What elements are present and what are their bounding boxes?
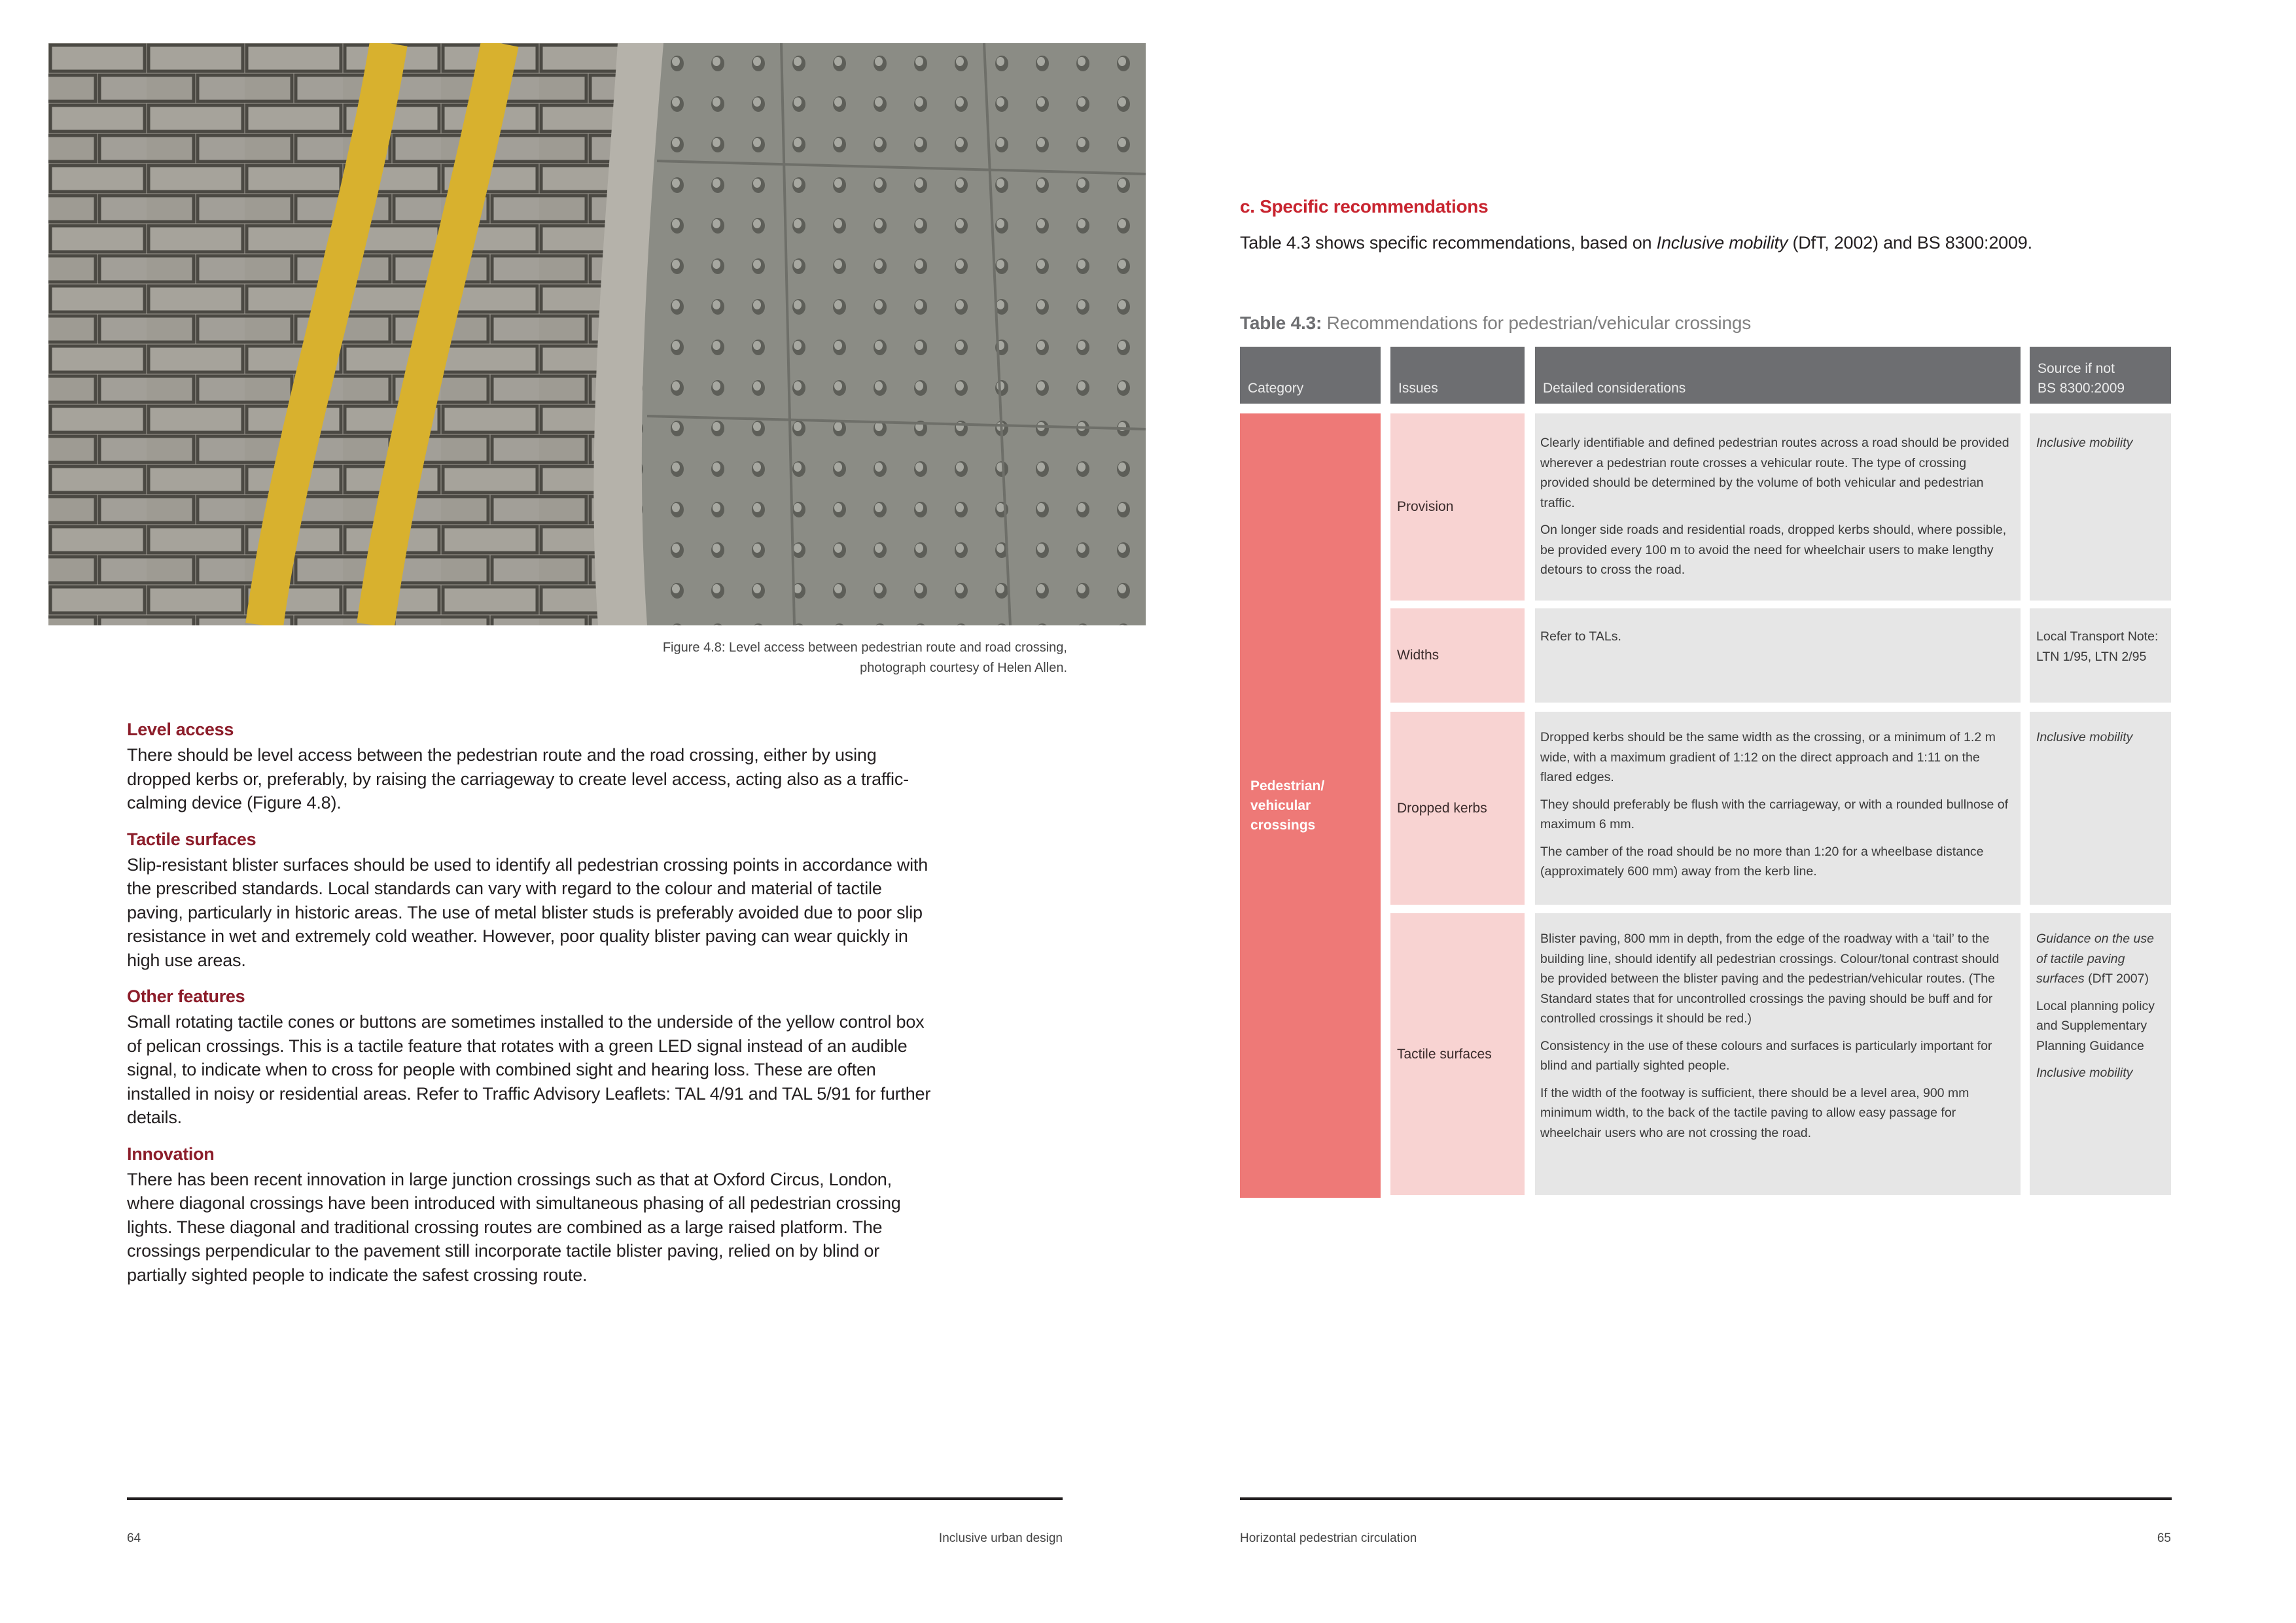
section-tactile-surfaces: [127, 828, 932, 973]
detail-paragraph: If the width of the footway is sufficient, there should be a level area, 900 mm minimum width, to the back of the tactile paving to allow easy passage for wheelchair users who are not crossing the road.: [1540, 1085, 1969, 1140]
detail-paragraph: Refer to TALs.: [1540, 629, 1621, 644]
figure-caption: [478, 638, 1067, 678]
source-after-italic: (DfT 2007): [2084, 971, 2149, 986]
table-header-issues: [1390, 347, 1525, 404]
header-label: Issues: [1398, 381, 1438, 396]
details-cell-provision: [1535, 413, 2021, 601]
section-body: There should be level access between the pedestrian route and the road crossing, either by using dropped kerbs or, preferably, by raising the carriageway to create level access, acting also as a traffic-calming device (Figure 4.8).: [127, 745, 909, 812]
section-heading: Other features: [127, 986, 245, 1006]
caption-line-1: Figure 4.8: Level access between pedestrian route and road crossing,: [662, 640, 1067, 655]
page-number-right: 65: [2157, 1531, 2171, 1545]
category-label: Pedestrian/ vehicular crossings: [1250, 778, 1325, 833]
detail-paragraph: They should preferably be flush with the carriageway, or with a rounded bullnose of maximum 6 mm.: [1540, 797, 2009, 831]
running-title-right: Horizontal pedestrian circulation: [1240, 1531, 1417, 1545]
intro-paragraph: [1240, 230, 2091, 255]
issue-label: Widths: [1397, 648, 1439, 663]
caption-line-2: photograph courtesy of Helen Allen.: [860, 661, 1067, 675]
source-cell-provision: [2030, 413, 2171, 601]
section-body: Small rotating tactile cones or buttons are sometimes installed to the underside of the yellow control box of pelican crossings. This is a tactile feature that rotates with a green LED signal instead of an audible signal, to indicate when to cross for people with combined sight and hearing loss. These are often installed in noisy or residential areas. Refer to Traffic Advisory Leaflets: TAL 4/91 and TAL 5/91 for further details.: [127, 1012, 931, 1127]
source-cell-tactile-surfaces: [2030, 913, 2171, 1195]
source-text: Inclusive mobility: [2036, 1066, 2133, 1080]
source-text: [2036, 929, 2164, 989]
issue-label: Provision: [1397, 499, 1454, 514]
section-innovation: [127, 1143, 932, 1287]
issue-label: Tactile surfaces: [1397, 1046, 1492, 1062]
details-cell-tactile-surfaces: [1535, 913, 2021, 1195]
table-caption: [1240, 313, 1751, 334]
section-heading-specific-recommendations: c. Specific recommendations: [1240, 196, 1489, 217]
source-text: Local planning policy and Supplementary Planning Guidance: [2036, 998, 2155, 1053]
detail-paragraph: Consistency in the use of these colours and surfaces is particularly important for blind and partially sighted people.: [1540, 1038, 1992, 1073]
source-cell-dropped-kerbs: [2030, 712, 2171, 905]
intro-before: Table 4.3 shows specific recommendations, based on: [1240, 233, 1657, 253]
detail-paragraph: The camber of the road should be no more than 1:20 for a wheelbase distance (approximately 600 mm) away from the kerb line.: [1540, 844, 1984, 879]
page-number-left: 64: [127, 1531, 141, 1545]
table-title: Recommendations for pedestrian/vehicular crossings: [1322, 313, 1751, 333]
issue-cell-widths: [1390, 608, 1525, 703]
section-body: There has been recent innovation in large junction crossings such as that at Oxford Circus, London, where diagonal crossings have been introduced with simultaneous phasing of all pedestrian crossing lights. These diagonal and traditional crossing routes are combined as a large raised platform. The crossings perpendicular to the pavement still incorporate tactile blister paving, relied on by blind or partially sighted people to indicate the safest crossing route.: [127, 1169, 901, 1285]
section-body: Slip-resistant blister surfaces should be used to identify all pedestrian crossing points in accordance with the prescribed standards. Local standards can vary with regard to the colour and material of tactile paving, particularly in historic areas. The use of metal blister studs is preferably avoided due to poor slip resistance in wet and extremely cold weather. However, poor quality blister paving can wear quickly in high use areas.: [127, 854, 928, 970]
issue-label: Dropped kerbs: [1397, 800, 1487, 816]
section-heading: Innovation: [127, 1143, 215, 1164]
header-label: Source if not: [2038, 361, 2115, 376]
section-heading: Level access: [127, 720, 234, 739]
footer-rule-left: [127, 1497, 1063, 1500]
source-cell-widths: [2030, 608, 2171, 703]
issue-cell-tactile-surfaces: [1390, 913, 1525, 1195]
section-other-features: [127, 985, 932, 1130]
source-text: Inclusive mobility: [2036, 436, 2133, 450]
table-header-source: [2030, 347, 2171, 404]
source-text: Local Transport Note: LTN 1/95, LTN 2/95: [2036, 629, 2159, 664]
category-cell: [1240, 413, 1381, 1198]
running-title-left: Inclusive urban design: [938, 1531, 1063, 1545]
detail-paragraph: On longer side roads and residential roads, dropped kerbs should, where possible, be provided every 100 m to avoid the need for wheelchair users to make lengthy detours to cross the road.: [1540, 523, 2007, 577]
detail-paragraph: Dropped kerbs should be the same width as the crossing, or a minimum of 1.2 m wide, with a maximum gradient of 1:12 on the direct approach and 1:11 on the flared edges.: [1540, 730, 1996, 784]
source-italic: Guidance on the use of tactile paving surfaces: [2036, 932, 2154, 986]
table-label: Table 4.3:: [1240, 313, 1322, 333]
left-body-text: [127, 718, 932, 1300]
intro-italic: Inclusive mobility: [1656, 233, 1788, 253]
issue-cell-provision: [1390, 413, 1525, 601]
header-label: Category: [1248, 381, 1304, 396]
figure-4-8-photo: [48, 43, 1146, 625]
header-label: Detailed considerations: [1543, 381, 1686, 396]
footer-rule-right: [1240, 1497, 2172, 1500]
issue-cell-dropped-kerbs: [1390, 712, 1525, 905]
table-header-category: [1240, 347, 1381, 404]
details-cell-dropped-kerbs: [1535, 712, 2021, 905]
section-heading: Tactile surfaces: [127, 829, 256, 849]
table-header-details: [1535, 347, 2021, 404]
detail-paragraph: Blister paving, 800 mm in depth, from the edge of the roadway with a ‘tail’ to the building line, should identify all pedestrian crossings. Colour/tonal contrast should be provided between the blister paving and the pedestrian/vehicular routes. (The Standard states that for uncontrolled crossings the paving should be buff and for controlled crossings it should be red.): [1540, 932, 2000, 1026]
paving-photo-illustration: [48, 43, 1146, 625]
detail-paragraph: Clearly identifiable and defined pedestrian routes across a road should be provided wherever a pedestrian route crosses a vehicular route. The type of crossing provided should be determined by the volume of both vehicular and pedestrian traffic.: [1540, 436, 2009, 510]
header-label: BS 8300:2009: [2038, 381, 2125, 396]
source-text: Inclusive mobility: [2036, 730, 2133, 744]
section-level-access: [127, 718, 932, 815]
intro-after: (DfT, 2002) and BS 8300:2009.: [1788, 233, 2032, 253]
details-cell-widths: [1535, 608, 2021, 703]
